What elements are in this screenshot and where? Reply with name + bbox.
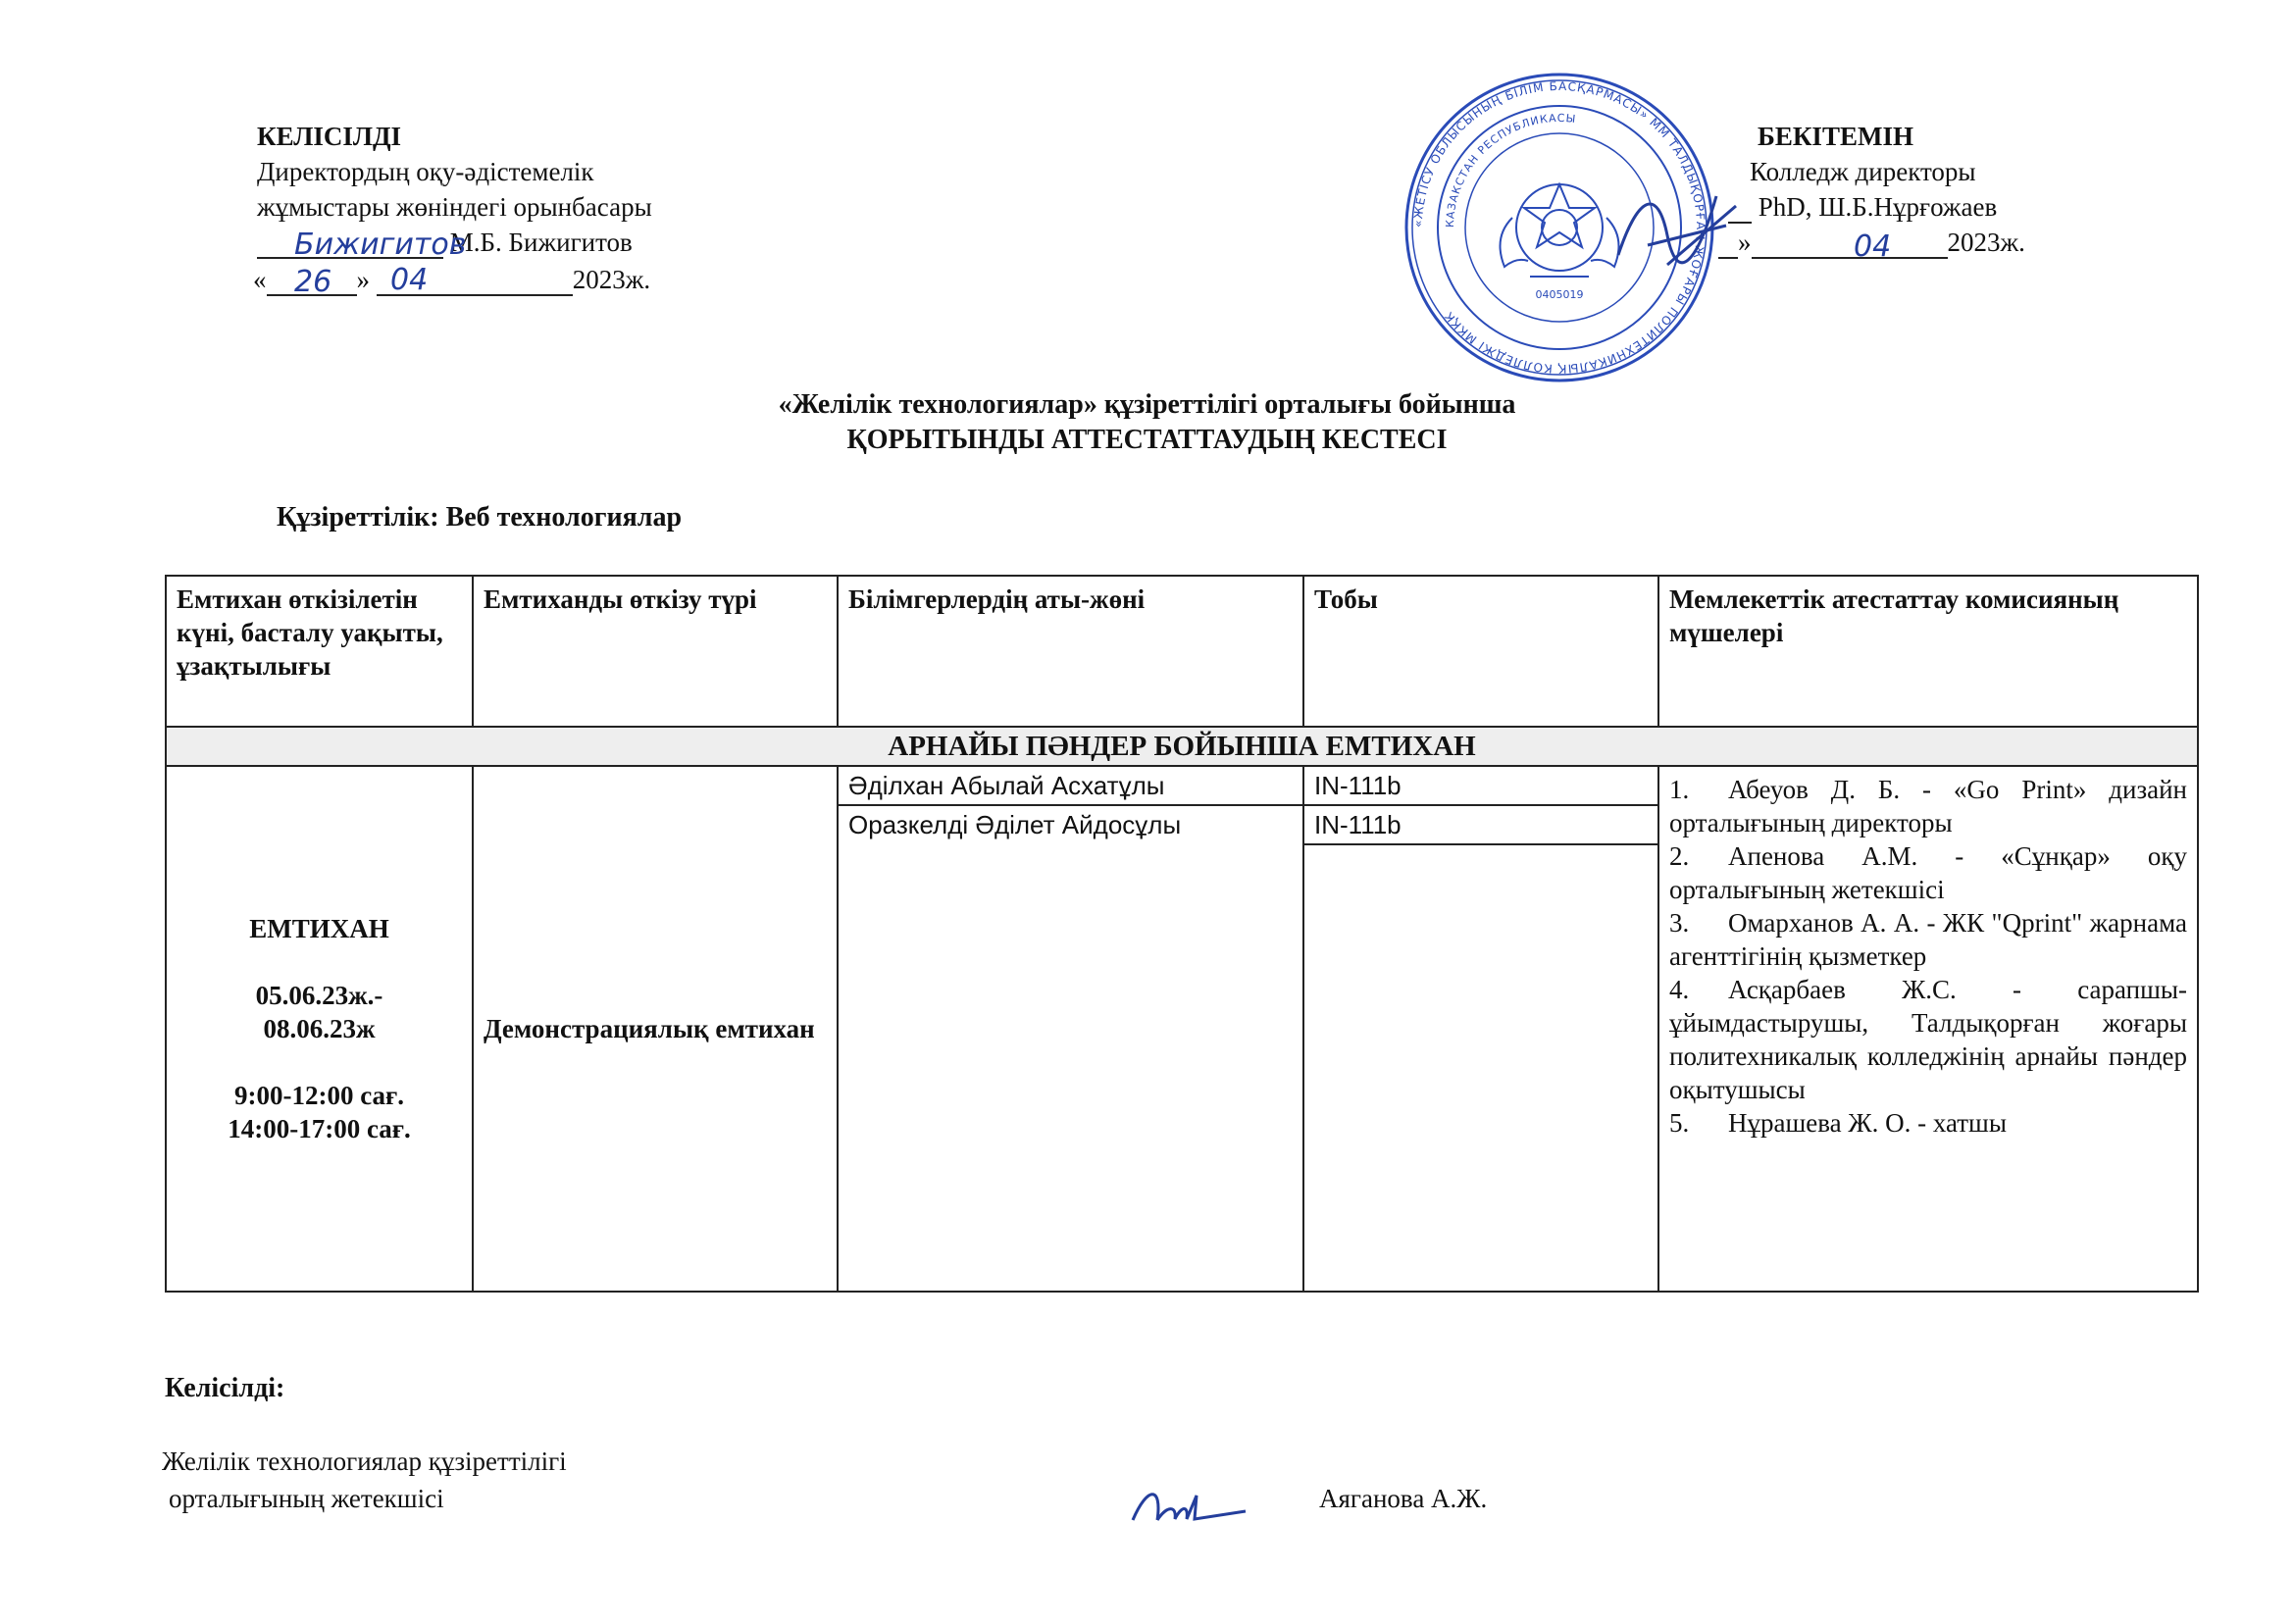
exam-time-line2: 14:00-17:00 сағ.: [228, 1114, 411, 1143]
director-month-blank: [1752, 229, 1948, 259]
seal-number: 0405019: [1535, 288, 1584, 301]
commission-member: 4. Асқарбаев Ж.С. - сарапшы-ұйымдастырушы, Талдықорған жоғары политехникалық колледжінің арнайы пәндер оқытушысы: [1669, 975, 2187, 1104]
exam-type-cell: Демонстрациялық емтихан: [473, 766, 838, 1292]
groups-cell: [1303, 766, 1658, 1292]
student-group: IN-111b: [1304, 767, 1657, 806]
director-title: Колледж директоры: [1750, 157, 1976, 186]
exam-dates-line1: 05.06.23ж.-: [255, 981, 383, 1010]
director-date-close: »: [1738, 228, 1752, 257]
date-close-quote: »: [356, 265, 370, 294]
footer-signature-icon: [1128, 1476, 1255, 1535]
header-commission: Мемлекеттік атестаттау комисияның мүшелері: [1658, 576, 2198, 727]
commission-member: 5. Нұрашева Ж. О. - хатшы: [1669, 1108, 2007, 1138]
director-signature-icon: [1608, 177, 1746, 284]
schedule-table: [165, 575, 2199, 1293]
seal-outer-text: «ЖЕТІСУ ОБЛЫСЫНЫҢ БІЛІМ БАСҚАРМАСЫ» ММ ТАЛДЫҚОРҒАН ЖОҒАРЫ ПОЛИТЕХНИКАЛЫҚ КОЛЛЕДЖІ МКҚК: [1410, 78, 1708, 377]
handwritten-signature-left: Бижигитов: [294, 228, 467, 262]
table-header-row: [166, 576, 2198, 727]
student-name: Әділхан Абылай Асхатұлы: [839, 767, 1302, 806]
seal-inner-text: КАЗАКСТАН РЕСПУБЛИКАСЫ: [1443, 111, 1577, 228]
footer-org-line1: Желілік технологиялар құзіреттілігі: [162, 1446, 567, 1476]
exam-label: ЕМТИХАН: [249, 914, 389, 943]
title-line2: ҚОРЫТЫНДЫ АТТЕСТАТТАУДЫҢ КЕСТЕСІ: [846, 425, 1448, 455]
footer-head-name: Аяганова А.Ж.: [1319, 1484, 1488, 1513]
student-name: Оразкелді Әділет Айдосұлы: [848, 810, 1182, 839]
commission-member: 1. Абеуов Д. Б. - «Go Print» дизайн орталығының директоры: [1669, 775, 2187, 837]
deputy-title-line2: жұмыстары жөніндегі орынбасары: [257, 192, 652, 222]
commission-cell: [1658, 766, 2198, 1292]
section-row: [166, 727, 2198, 766]
date-open-quote: «: [253, 265, 267, 294]
approve-heading: БЕКІТЕМІН: [1758, 122, 1913, 151]
exam-time-line1: 9:00-12:00 сағ.: [233, 1081, 405, 1110]
title-line1: «Желілік технологиялар» құзіреттілігі орталығы бойынша: [778, 389, 1516, 420]
deputy-title-line1: Директордың оқу-әдістемелік: [257, 157, 594, 186]
commission-member: 2. Апенова А.М. - «Сұнқар» оқу орталығының жетекшісі: [1669, 841, 2187, 904]
header-student-name: Білімгерлердің аты-жөні: [838, 576, 1303, 727]
footer-agreed-label: Келісілді:: [165, 1373, 285, 1403]
handwritten-month-left: 04: [390, 263, 429, 297]
exam-row: [166, 766, 2198, 1292]
section-title: АРНАЙЫ ПӘНДЕР БОЙЫНША ЕМТИХАН: [166, 727, 2198, 766]
document-title: [0, 387, 2294, 458]
director-date-year: 2023ж.: [1947, 228, 2025, 257]
competency-label: Құзіреттілік: Веб технологиялар: [277, 502, 683, 533]
agreed-heading: КЕЛІСІЛДІ: [257, 122, 402, 151]
exam-date-cell: [166, 766, 473, 1292]
director-signature-line: [1728, 190, 1997, 224]
handwritten-month-right: 04: [1854, 229, 1892, 264]
exam-dates-line2: 08.06.23ж: [263, 1014, 376, 1043]
director-name: PhD, Ш.Б.Нұрғожаев: [1758, 192, 1998, 222]
handwritten-day-left: 26: [294, 265, 332, 299]
header-exam-date: Емтихан өткізілетін күні, басталу уақыты, ұзақтылығы: [166, 576, 473, 727]
student-group: IN-111b: [1304, 806, 1657, 845]
header-exam-type: Емтиханды өткізу түрі: [473, 576, 838, 727]
header-group: Тобы: [1303, 576, 1658, 727]
footer-org-line2: орталығының жетекшісі: [169, 1484, 444, 1513]
deputy-name: М.Б. Бижигитов: [449, 228, 633, 257]
commission-member: 3. Омарханов А. А. - ЖК "Qprint" жарнама агенттігінің қызметкер: [1669, 908, 2187, 971]
date-year: 2023ж.: [572, 265, 651, 294]
students-cell: [838, 766, 1303, 1292]
